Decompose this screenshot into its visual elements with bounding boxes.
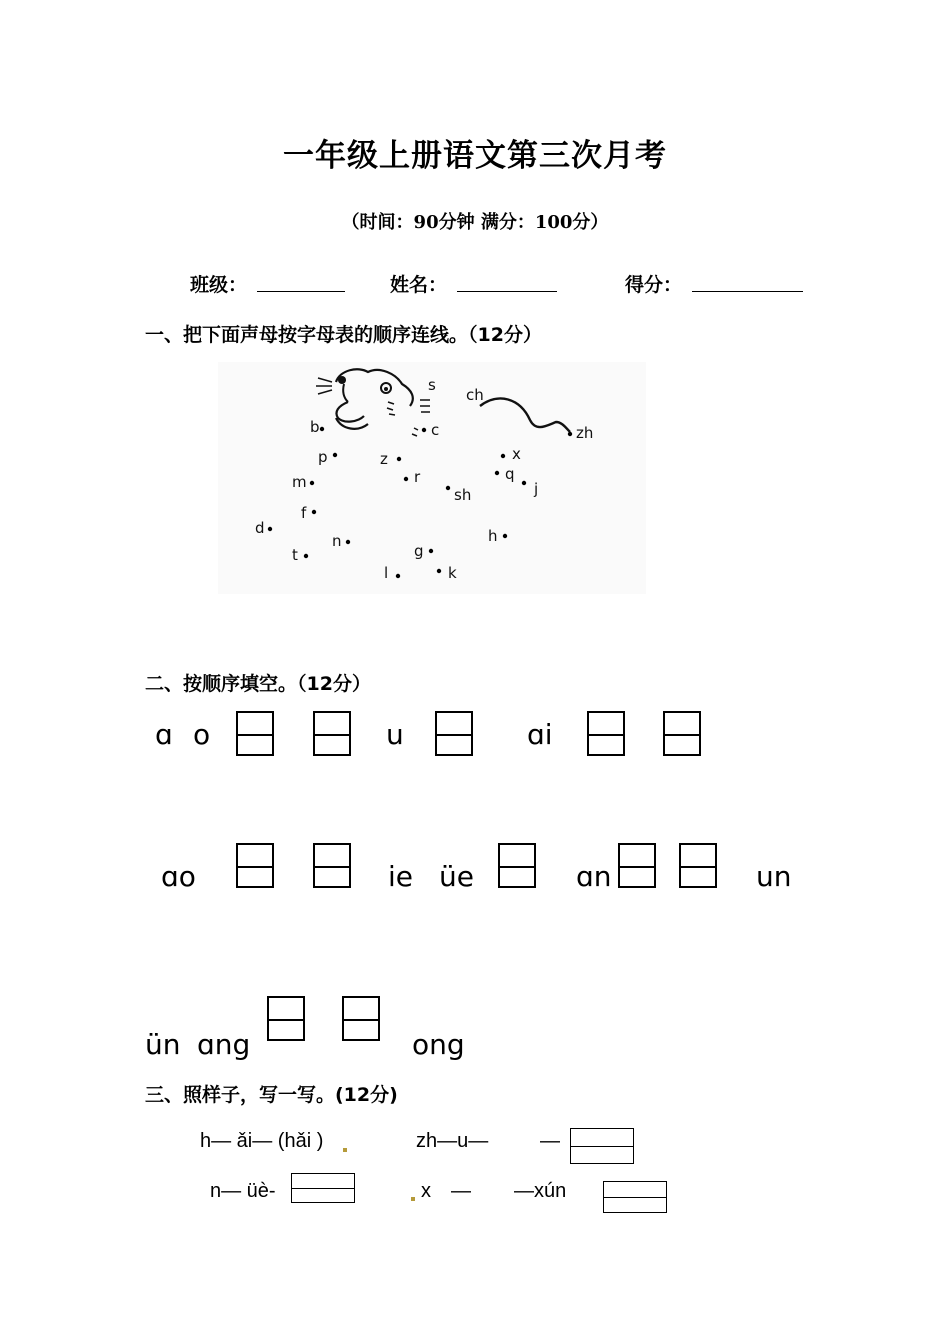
letter-r: r [414,468,421,486]
letter-p: p [318,448,328,466]
letter-n: n [332,532,342,550]
page-title: 一年级上册语文第三次月考 [283,138,667,174]
answer-box[interactable] [663,711,701,756]
pinyin-an: ɑn [576,860,612,893]
pinyin-ang: ɑng [197,1028,251,1061]
score-label: 得分： [625,274,683,296]
answer-box[interactable] [679,843,717,888]
letter-f: f [301,504,307,522]
pinyin-o: o [193,718,211,751]
mouse-tail [480,398,570,432]
letter-c: c [431,421,440,439]
answer-box[interactable] [498,843,536,888]
score-field[interactable] [692,291,803,292]
letter-b: b [310,418,320,436]
mouse-nose [338,376,346,384]
pinyin-ao: ɑo [161,860,196,893]
letter-k: k [448,564,457,582]
exercise-xun: —xún [514,1180,567,1202]
answer-box[interactable] [587,711,625,756]
name-field[interactable] [457,291,557,292]
exercise-dash-2: — [451,1180,471,1202]
exercise-zhu: zh—u— [416,1130,489,1152]
connect-dots-picture [218,362,646,594]
class-label: 班级： [190,274,248,296]
letter-x: x [512,445,521,463]
exercise-nue: n— üè- [210,1180,276,1202]
letter-l: l [384,564,389,582]
answer-box[interactable] [570,1128,634,1164]
answer-box[interactable] [313,843,351,888]
letter-ch: ch [466,386,484,404]
letter-h: h [488,527,498,545]
mouse-dot-to-dot [218,362,646,594]
exercise-dash: — [540,1130,560,1152]
letter-q: q [505,465,515,483]
answer-box[interactable] [267,996,305,1041]
example-hai: h— ǎi— (hǎi ) [200,1130,324,1152]
answer-box[interactable] [342,996,380,1041]
answer-box[interactable] [291,1173,355,1203]
pinyin-ong: ong [412,1028,465,1061]
letter-sh: sh [454,486,472,504]
answer-box[interactable] [618,843,656,888]
letter-g: g [414,542,424,560]
name-label: 姓名： [390,274,448,296]
letter-j: j [534,480,539,498]
answer-box[interactable] [236,711,274,756]
exercise-x: x [421,1180,431,1202]
section-3-heading: 三、照样子，写一写。(12分) [145,1084,398,1106]
section-1-heading: 一、把下面声母按字母表的顺序连线。（12分） [145,324,542,346]
answer-box[interactable] [603,1181,667,1213]
mouse-ear-inner [343,384,348,402]
mouse-whiskers [316,378,332,394]
pinyin-ue: üe [439,860,474,893]
class-field[interactable] [257,291,345,292]
letter-m: m [292,473,307,491]
letter-t: t [292,546,298,564]
pinyin-un: un [756,860,792,893]
pinyin-un-umlaut: ün [145,1028,181,1061]
section-2-heading: 二、按顺序填空。（12分） [145,673,371,695]
answer-box[interactable] [313,711,351,756]
letter-zh: zh [576,424,594,442]
pinyin-ie: ie [388,860,414,893]
pinyin-u: u [386,718,404,751]
letter-d: d [255,519,265,537]
letter-z: z [380,450,388,468]
letter-s: s [428,376,436,394]
answer-box[interactable] [236,843,274,888]
pinyin-ai: ɑi [527,718,553,751]
mouse-snout [336,402,364,422]
pinyin-a: ɑ [155,718,173,751]
exam-meta: （时间：90分钟 满分：100分） [341,212,609,233]
answer-box[interactable] [435,711,473,756]
